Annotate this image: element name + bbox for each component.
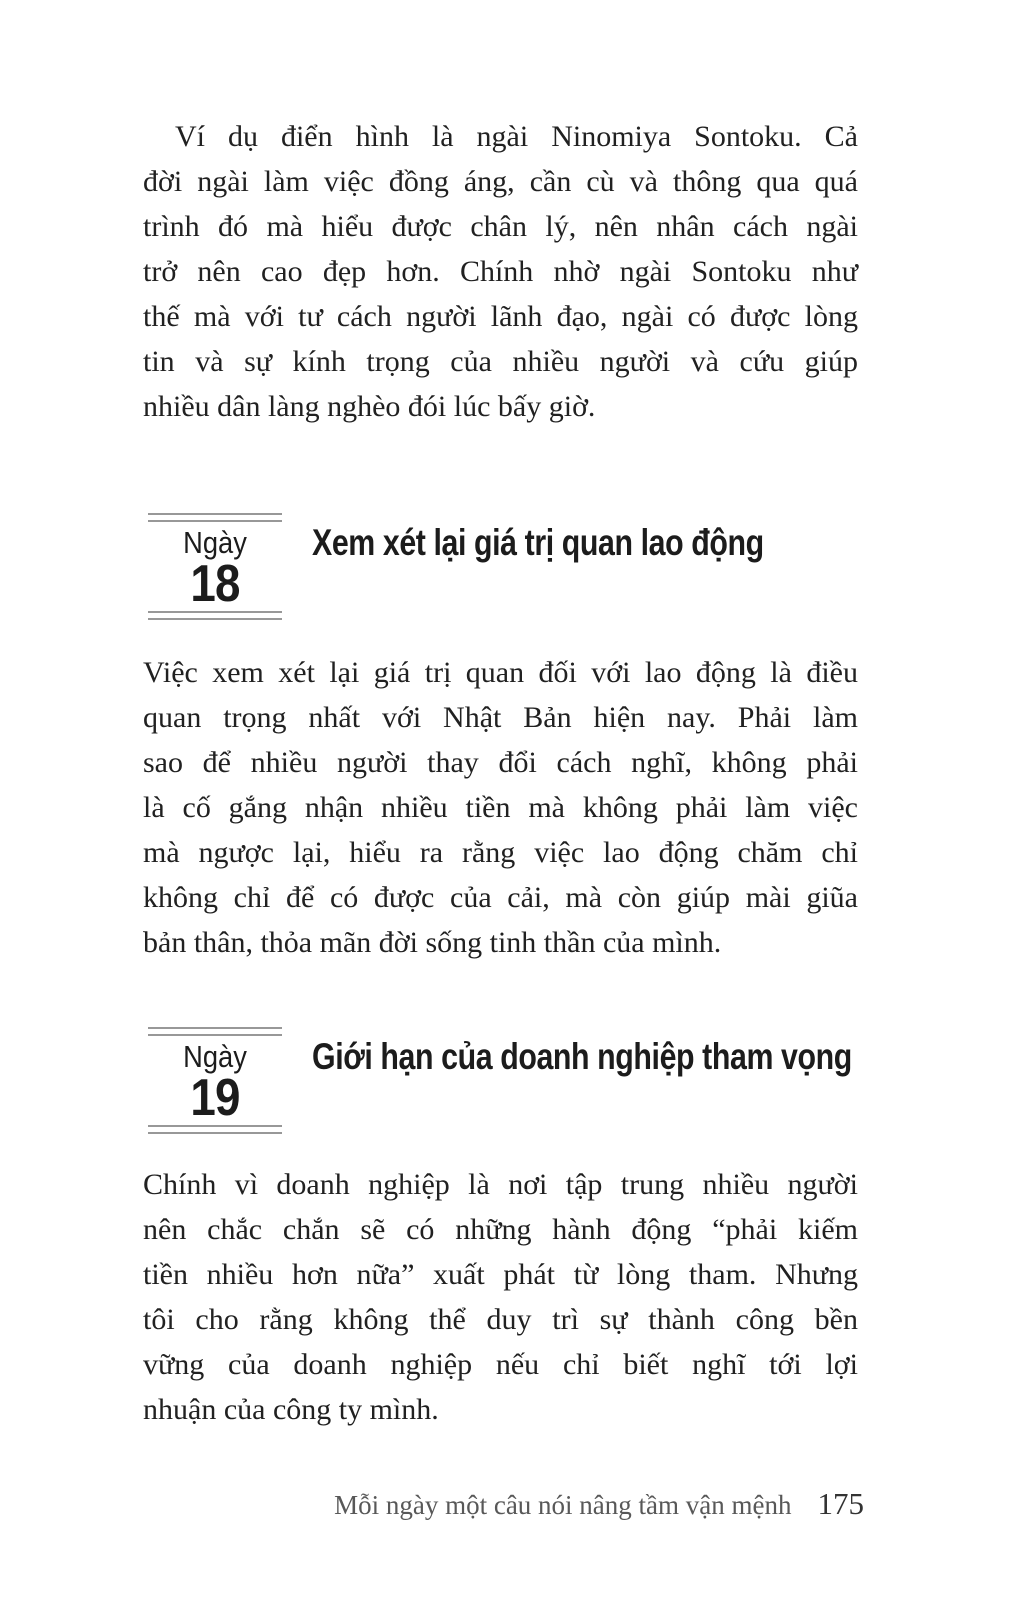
text-line: sao để nhiều người thay đổi cách nghĩ, không phải xyxy=(143,746,858,779)
text-line: đời ngài làm việc đồng áng, cần cù và thông qua quá xyxy=(143,165,858,198)
text-line: quan trọng nhất với Nhật Bản hiện nay. Phải làm xyxy=(143,701,858,734)
page-number: 175 xyxy=(817,1486,864,1521)
text-line: Ví dụ điển hình là ngài Ninomiya Sontoku. Cả xyxy=(175,120,858,153)
section-title: Xem xét lại giá trị quan lao động xyxy=(312,522,764,563)
text-line: tôi cho rằng không thể duy trì sự thành công bền xyxy=(143,1303,858,1336)
text-line: bản thân, thỏa mãn đời sống tinh thần của mình. xyxy=(143,926,722,959)
text-line: mà ngược lại, hiểu ra rằng việc lao động chăm chỉ xyxy=(143,836,858,869)
section-header-day-18 xyxy=(143,513,858,620)
intro-paragraph xyxy=(143,114,858,429)
day-badge xyxy=(148,513,282,620)
text-line: nhuận của công ty mình. xyxy=(143,1393,439,1426)
text-line: là cố gắng nhận nhiều tiền mà không phải làm việc xyxy=(143,791,858,824)
text-line: nên chắc chắn sẽ có những hành động “phải kiếm xyxy=(143,1213,858,1246)
page-footer xyxy=(334,1486,864,1522)
text-line: Chính vì doanh nghiệp là nơi tập trung nhiều người xyxy=(143,1168,858,1201)
day-number: 18 xyxy=(190,555,240,613)
day-badge xyxy=(148,1027,282,1134)
text-line: thế mà với tư cách người lãnh đạo, ngài có được lòng xyxy=(143,300,858,333)
day-label: Ngày xyxy=(183,1039,247,1074)
double-rule-top xyxy=(148,513,282,522)
section-paragraph-day-19 xyxy=(143,1162,858,1432)
day-number: 19 xyxy=(190,1069,240,1127)
text-line: nhiều dân làng nghèo đói lúc bấy giờ. xyxy=(143,390,596,423)
section-header-day-19 xyxy=(143,1027,858,1134)
text-line: tiền nhiều hơn nữa” xuất phát từ lòng tham. Nhưng xyxy=(143,1258,858,1291)
text-line: không chỉ để có được của cải, mà còn giúp mài giũa xyxy=(143,881,858,914)
running-title: Mỗi ngày một câu nói nâng tầm vận mệnh xyxy=(334,1490,792,1520)
text-line: trở nên cao đẹp hơn. Chính nhờ ngài Sontoku như xyxy=(143,255,858,288)
section-paragraph-day-18 xyxy=(143,650,858,965)
double-rule-top xyxy=(148,1027,282,1036)
text-line: tin và sự kính trọng của nhiều người và cứu giúp xyxy=(143,345,858,378)
day-label: Ngày xyxy=(183,525,247,560)
text-line: Việc xem xét lại giá trị quan đối với lao động là điều xyxy=(143,656,858,689)
text-line: trình đó mà hiểu được chân lý, nên nhân cách ngài xyxy=(143,210,858,243)
text-line: vững của doanh nghiệp nếu chỉ biết nghĩ tới lợi xyxy=(143,1348,858,1381)
section-title: Giới hạn của doanh nghiệp tham vọng xyxy=(312,1036,852,1077)
